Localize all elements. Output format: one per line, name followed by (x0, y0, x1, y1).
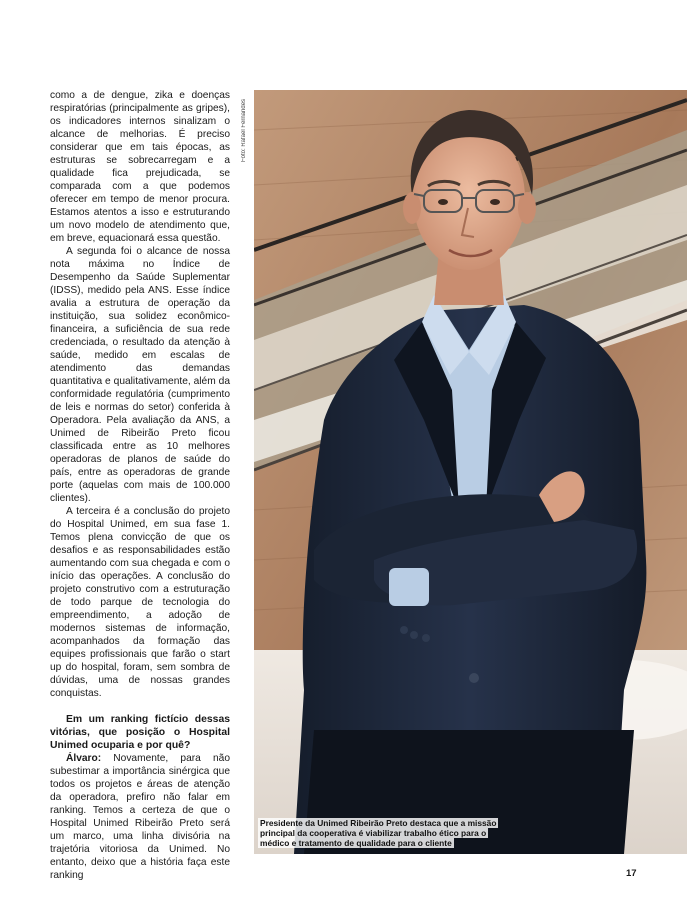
photo-caption-text: Presidente da Unimed Ribeirão Preto destaca que a missão principal da cooperativa é viabilizar trabalho ético para o médico e tratamento de qualidade para o cliente (260, 818, 497, 848)
article-column (50, 89, 230, 882)
photo-credit: Foto: Rafael Fernandes (241, 98, 247, 162)
answer-text: Novamente, para não subestimar a importância sinérgica que todos os projetos e áreas de atenção da operadora, prefiro não falar em ranking. Temos a certeza de que o Hospital Unimed Ribeirão Preto será um marco, uma linha divisória na trajetória vitoriosa da Unimed. No entanto, deixo que a história faça este ranking (50, 753, 230, 881)
answer-speaker: Álvaro: (66, 753, 102, 764)
page-number: 17 (626, 868, 637, 879)
article-paragraph: A terceira é a conclusão do projeto do Hospital Unimed, em sua fase 1. Temos plena convicção de que os desafios e as responsabilidades estão aumentando com sua chegada e com o início das operações. A conclusão do projeto construtivo com a estruturação de todo parque de tecnologia do empreendimento, a adoção de modernos sistemas de informação, acompanhados da formação das equipes profissionais que farão o start up do hospital, foram, sem sombra de dúvidas, uma de nossas grandes conquistas. (50, 506, 230, 699)
interview-answer (50, 752, 230, 882)
interview-question: Em um ranking fictício dessas vitórias, que posição o Hospital Unimed ocuparia e por quê? (50, 714, 230, 751)
article-paragraph: como a de dengue, zika e doenças respiratórias (principalmente as gripes), os indicadores internos sinalizam o alcance de melhorias. É preciso considerar que em tais épocas, as estruturas se sobrecarregam e a qualidade fica prejudicada, se comparada com a que podemos oferecer em tempo de menor procura. Estamos atentos a isso e estruturando um novo modelo de atendimento que, em breve, equacionará essa questão. (50, 90, 230, 244)
shirt-cuff (389, 568, 429, 606)
photo-caption (258, 818, 498, 848)
portrait-illustration (254, 90, 687, 854)
portrait-photo (254, 90, 687, 854)
article-paragraph: A segunda foi o alcance de nossa nota máxima no Índice de Desempenho da Saúde Suplementar (IDSS), medido pela ANS. Esse índice avalia a estrutura de operação da instituição, sua solidez econômico-financeira, a suficiência de sua rede credenciada, o resultado da atenção à saúde, medido em escalas de atendimento das demandas quantitativa e qualitativamente, além da conformidade regulatória (cumprimento de leis e normas do setor) conferida à Operadora. Pela avaliação da ANS, a Unimed de Ribeirão Preto ficou classificada entre as 10 melhores operadoras de planos de saúde do país, entre as operadoras de grande porte (aquelas com mais de 100.000 clientes). (50, 246, 230, 504)
